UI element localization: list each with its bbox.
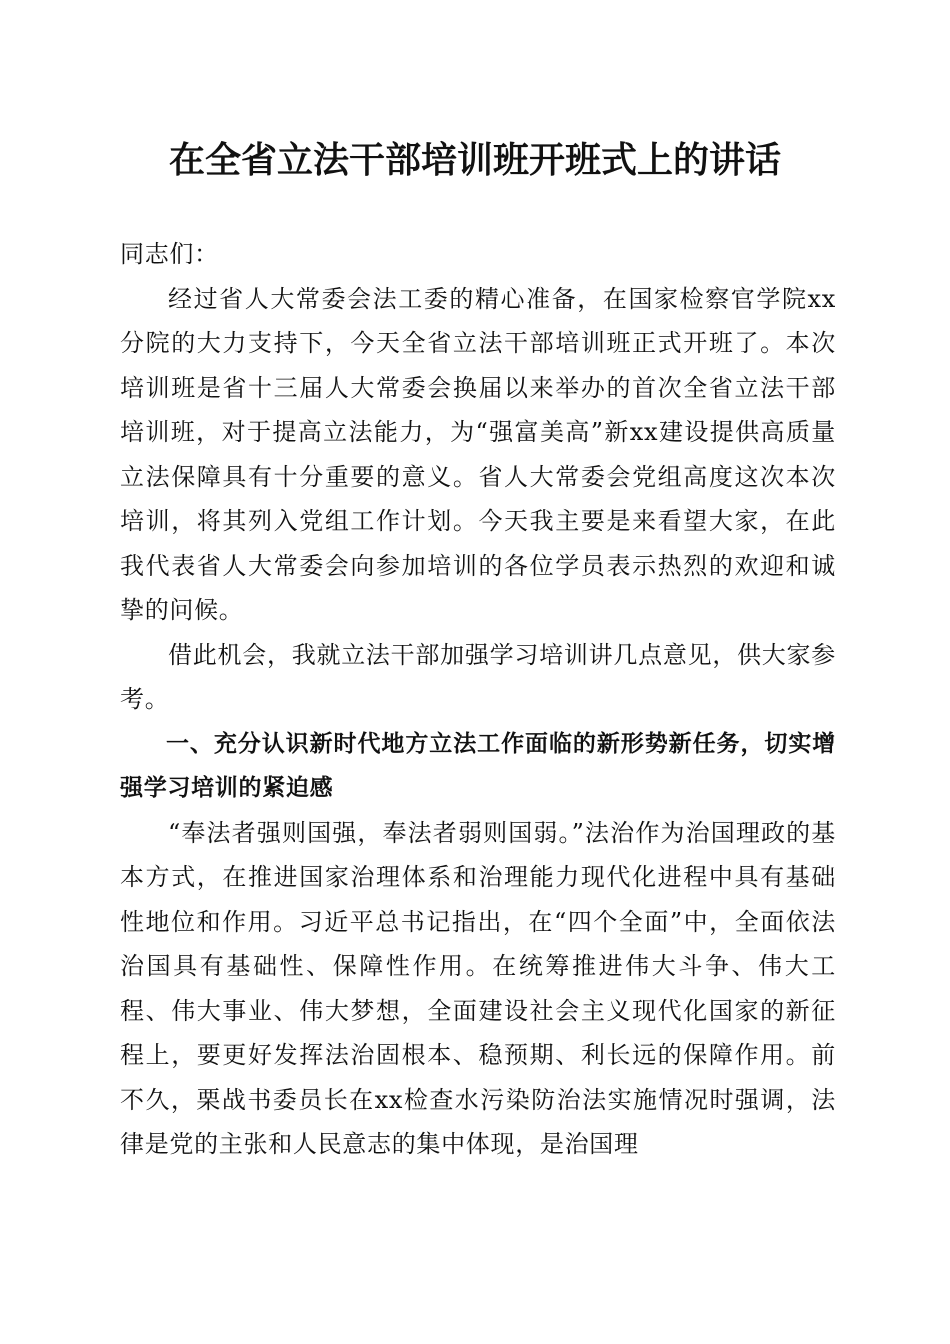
paragraph-purpose: 借此机会，我就立法干部加强学习培训讲几点意见，供大家参考。 (120, 640, 836, 713)
paragraph-intro: 经过省人大常委会法工委的精心准备，在国家检察官学院xx分院的大力支持下，今天全省立法干部培训班正式开班了。本次培训班是省十三届人大常委会换届以来举办的首次全省立法干部培训班，对于提高立法能力，为“强富美高”新xx建设提供高质量立法保障具有十分重要的意义。省人大常委会党组高度这次本次培训，将其列入党组工作计划。今天我主要是来看望大家，在此我代表省人大常委会向参加培训的各位学员表示热烈的欢迎和诚挚的问候。 (120, 284, 836, 624)
section-heading-1: 一、充分认识新时代地方立法工作面临的新形势新任务，切实增强学习培训的紧迫感 (120, 730, 836, 801)
document-body (120, 232, 836, 1167)
paragraph-rule-of-law: “奉法者强则国强，奉法者弱则国弱。”法治作为治国理政的基本方式，在推进国家治理体系和治理能力现代化进程中具有基础性地位和作用。习近平总书记指出，在“四个全面”中，全面依法治国具有基础性、保障性作用。在统筹推进伟大斗争、伟大工程、伟大事业、伟大梦想，全面建设社会主义现代化国家的新征程上，要更好发挥法治固根本、稳预期、利长远的保障作用。前不久，栗战书委员长在xx检查水污染防治法实施情况时强调，法律是党的主张和人民意志的集中体现，是治国理 (120, 818, 836, 1158)
salutation: 同志们： (120, 240, 219, 268)
document-title: 在全省立法干部培训班开班式上的讲话 (168, 139, 781, 181)
